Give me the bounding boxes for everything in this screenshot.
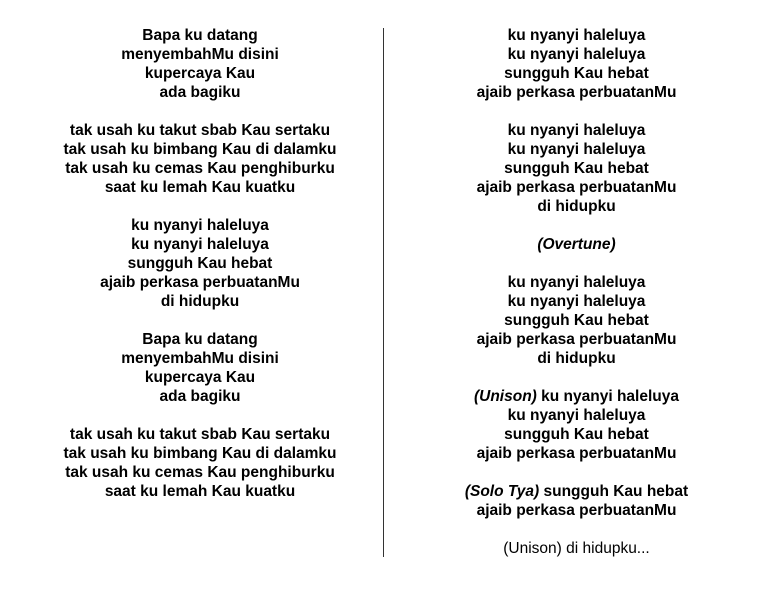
lyric-line: ajaib perkasa perbuatanMu: [476, 179, 677, 196]
lyrics-right-column: [385, 26, 768, 558]
stanza-gap: [0, 406, 400, 425]
stanza-bridge-1: [0, 121, 400, 197]
lyric-line: saat ku lemah Kau kuatku: [104, 483, 296, 500]
stanza-verse-2: [0, 330, 400, 406]
lyric-line: sungguh Kau hebat: [127, 255, 273, 272]
lyric-line: kupercaya Kau: [144, 65, 256, 82]
lyric-line: ajaib perkasa perbuatanMu: [476, 331, 677, 348]
lyric-line: sungguh Kau hebat: [504, 65, 649, 82]
lyric-line: sungguh Kau hebat: [504, 312, 649, 329]
stanza-gap: [385, 254, 768, 273]
stanza-chorus-1: [0, 216, 400, 311]
lyric-line: ku nyanyi haleluya: [507, 27, 646, 44]
lyric-line: ku nyanyi haleluya: [507, 274, 646, 291]
stanza-chorus-2: [385, 26, 768, 102]
stanza-gap: [0, 102, 400, 121]
lyric-line: ajaib perkasa perbuatanMu: [476, 84, 677, 101]
lyric-line: ku nyanyi haleluya: [131, 217, 269, 234]
stanza-gap: [0, 311, 400, 330]
stanza-chorus-4: [385, 273, 768, 368]
lyric-line: ku nyanyi haleluya: [507, 141, 646, 158]
lyric-line: tak usah ku bimbang Kau di dalamku: [63, 141, 337, 158]
lyric-line: ku nyanyi haleluya: [131, 236, 269, 253]
stanza-gap: [0, 197, 400, 216]
lyric-line: di hidupku: [537, 198, 616, 215]
lyric-line: ku nyanyi haleluya: [507, 46, 646, 63]
lyric-line: tak usah ku cemas Kau penghiburku: [65, 160, 335, 177]
lyric-line: ku nyanyi haleluya: [507, 122, 646, 139]
stanza-gap: [385, 216, 768, 235]
stanza-unison: [385, 387, 768, 463]
lyric-line: ajaib perkasa perbuatanMu: [476, 445, 677, 462]
lyric-line: ajaib perkasa perbuatanMu: [476, 502, 677, 519]
stanza-gap: [385, 368, 768, 387]
ending-line: (Unison) di hidupku...: [503, 540, 650, 557]
lyric-line: Bapa ku datang: [142, 27, 258, 44]
solo-line: [385, 482, 768, 501]
stanza-gap: [385, 463, 768, 482]
column-divider: [383, 28, 384, 557]
unison-line: [385, 387, 768, 406]
lyrics-left-column: [0, 26, 400, 501]
lyric-line: Bapa ku datang: [142, 331, 258, 348]
lyric-line: di hidupku: [160, 293, 240, 310]
solo-cue: (Solo Tya): [464, 483, 540, 500]
lyric-line: di hidupku: [537, 350, 616, 367]
lyric-line: tak usah ku takut sbab Kau sertaku: [69, 426, 331, 443]
stanza-bridge-2: [0, 425, 400, 501]
stanza-solo: [385, 482, 768, 520]
lyric-line: ajaib perkasa perbuatanMu: [100, 274, 300, 291]
lyric-line: sungguh Kau hebat: [504, 160, 649, 177]
unison-cue: (Unison): [473, 388, 537, 405]
lyric-line: tak usah ku cemas Kau penghiburku: [65, 464, 335, 481]
lyric-line: ada bagiku: [159, 84, 241, 101]
stanza-gap: [385, 102, 768, 121]
lyric-line: ku nyanyi haleluya: [507, 293, 646, 310]
lyric-line: ku nyanyi haleluya: [507, 407, 646, 424]
stanza-verse-1: [0, 26, 400, 102]
lyric-line: tak usah ku bimbang Kau di dalamku: [63, 445, 337, 462]
lyric-line: tak usah ku takut sbab Kau sertaku: [69, 122, 331, 139]
lyric-line: saat ku lemah Kau kuatku: [104, 179, 296, 196]
lyric-line: menyembahMu disini: [121, 350, 279, 367]
lyric-line: sungguh Kau hebat: [504, 426, 649, 443]
lyric-line: kupercaya Kau: [144, 369, 256, 386]
lyric-line: ada bagiku: [159, 388, 241, 405]
overtune-cue: (Overtune): [537, 236, 616, 253]
lyric-line: menyembahMu disini: [121, 46, 279, 63]
stanza-gap: [385, 520, 768, 539]
lyric-line-text: ku nyanyi haleluya: [541, 388, 679, 405]
lyric-line-text: sungguh Kau hebat: [543, 483, 689, 500]
stanza-chorus-3: [385, 121, 768, 216]
